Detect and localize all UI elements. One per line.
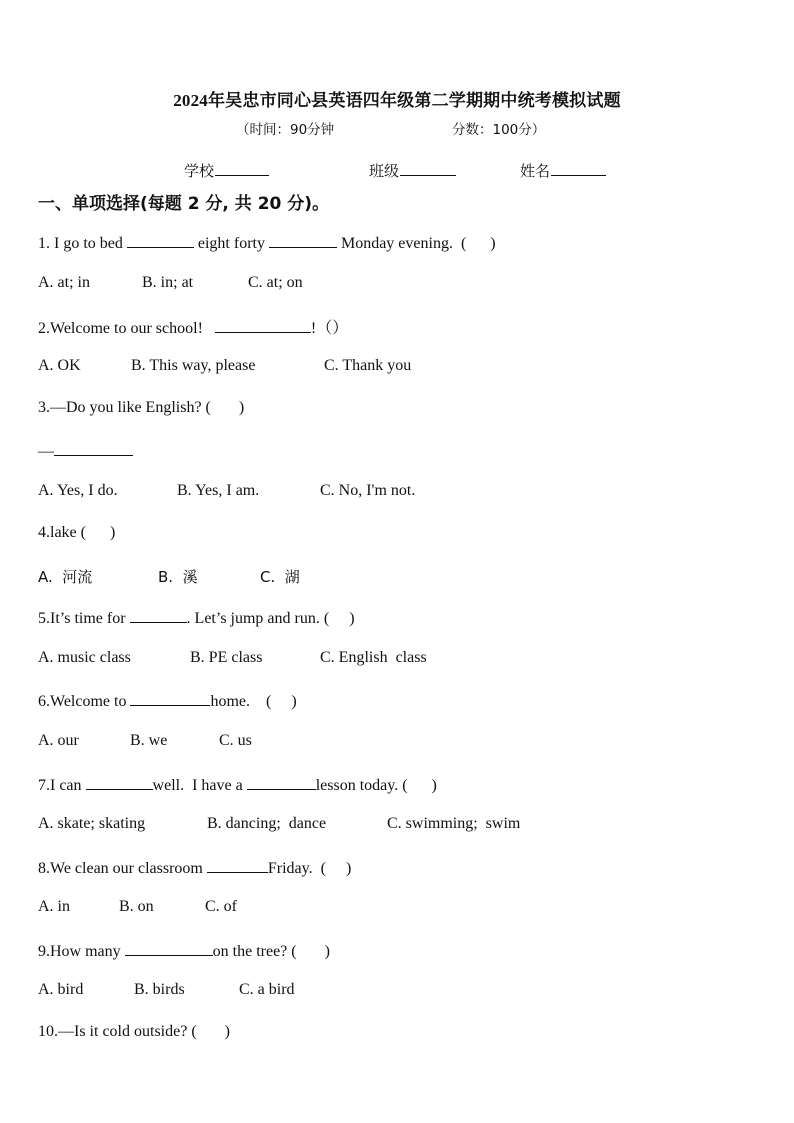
exam-time: （时间：90分钟 bbox=[236, 122, 335, 138]
option-c[interactable]: C. us bbox=[219, 732, 252, 749]
options-4 bbox=[38, 566, 300, 587]
option-a[interactable]: A. OK bbox=[38, 357, 81, 374]
answer-blank[interactable] bbox=[215, 317, 311, 333]
section-heading: 一、单项选择(每题 2 分, 共 20 分)。 bbox=[38, 194, 330, 214]
answer-blank[interactable] bbox=[269, 232, 337, 248]
option-a[interactable]: A. music class bbox=[38, 649, 131, 666]
options-6 bbox=[38, 732, 252, 750]
option-c[interactable]: C. No, I'm not. bbox=[320, 482, 416, 499]
option-c[interactable]: C. English class bbox=[320, 649, 427, 666]
question-text: well. I have a bbox=[152, 777, 247, 794]
option-a[interactable]: A. bird bbox=[38, 981, 84, 998]
question-text: 2.Welcome to our school! bbox=[38, 320, 215, 337]
question-text: 4.lake ( ) bbox=[38, 524, 116, 541]
option-c[interactable]: C. at; on bbox=[248, 274, 303, 291]
option-b[interactable]: B. Yes, I am. bbox=[177, 482, 260, 499]
option-c[interactable]: C. a bird bbox=[239, 981, 295, 998]
school-blank[interactable] bbox=[215, 161, 269, 176]
question-text: Monday evening. ( ) bbox=[336, 235, 496, 252]
options-1 bbox=[38, 274, 303, 292]
option-c[interactable]: C. 湖 bbox=[260, 568, 300, 586]
option-a[interactable]: A. at; in bbox=[38, 274, 90, 291]
answer-blank[interactable] bbox=[125, 940, 213, 956]
question-text: 7.I can bbox=[38, 777, 86, 794]
option-b[interactable]: B. 溪 bbox=[158, 568, 198, 586]
question-text: 8.We clean our classroom bbox=[38, 860, 207, 877]
name-blank[interactable] bbox=[551, 161, 606, 176]
name-field bbox=[520, 160, 606, 181]
answer-blank[interactable] bbox=[86, 774, 153, 790]
options-2 bbox=[38, 357, 411, 375]
question-text: 3.—Do you like English? ( ) bbox=[38, 399, 245, 416]
option-b[interactable]: B. in; at bbox=[142, 274, 194, 291]
option-a[interactable]: A. Yes, I do. bbox=[38, 482, 118, 499]
exam-title: 2024年吴忠市同心县英语四年级第二学期期中统考模拟试题 bbox=[173, 91, 621, 110]
option-c[interactable]: C. of bbox=[205, 898, 237, 915]
question-2 bbox=[38, 315, 348, 338]
question-text: home. ( ) bbox=[210, 693, 297, 710]
options-5 bbox=[38, 649, 427, 667]
options-9 bbox=[38, 981, 295, 999]
answer-blank[interactable] bbox=[127, 232, 194, 248]
option-c[interactable]: C. Thank you bbox=[324, 357, 412, 374]
question-text: 10.—Is it cold outside? ( ) bbox=[38, 1023, 230, 1040]
question-9 bbox=[38, 940, 330, 961]
option-a[interactable]: A. in bbox=[38, 898, 70, 915]
answer-blank[interactable] bbox=[130, 607, 187, 623]
question-text: Friday. ( ) bbox=[267, 860, 352, 877]
question-5 bbox=[38, 607, 355, 628]
question-text: 5.It’s time for bbox=[38, 610, 130, 627]
question-text: on the tree? ( ) bbox=[212, 943, 330, 960]
question-6 bbox=[38, 690, 297, 711]
option-a[interactable]: A. 河流 bbox=[38, 568, 93, 586]
question-text: 1. I go to bed bbox=[38, 235, 127, 252]
option-a[interactable]: A. our bbox=[38, 732, 79, 749]
question-text: 6.Welcome to bbox=[38, 693, 131, 710]
option-b[interactable]: B. This way, please bbox=[131, 357, 256, 374]
option-b[interactable]: B. birds bbox=[134, 981, 185, 998]
name-label: 姓名 bbox=[520, 162, 551, 180]
question-text: eight forty bbox=[193, 235, 269, 252]
options-8 bbox=[38, 898, 237, 916]
class-label: 班级 bbox=[369, 162, 400, 180]
option-b[interactable]: B. dancing; dance bbox=[207, 815, 327, 832]
option-c[interactable]: C. swimming; swim bbox=[387, 815, 521, 832]
question-8 bbox=[38, 857, 351, 878]
answer-line-3 bbox=[38, 440, 133, 461]
school-label: 学校 bbox=[184, 162, 215, 180]
answer-blank[interactable] bbox=[207, 857, 268, 873]
class-field bbox=[369, 160, 456, 181]
option-a[interactable]: A. skate; skating bbox=[38, 815, 146, 832]
exam-score: 分数：100分） bbox=[452, 122, 546, 138]
question-7 bbox=[38, 774, 437, 795]
question-4 bbox=[38, 524, 115, 542]
question-3 bbox=[38, 399, 244, 417]
question-text: !（） bbox=[310, 320, 349, 337]
school-field bbox=[184, 160, 269, 181]
question-1 bbox=[38, 232, 496, 253]
question-text: lesson today. ( ) bbox=[315, 777, 437, 794]
answer-blank[interactable] bbox=[54, 440, 133, 456]
option-b[interactable]: B. on bbox=[119, 898, 154, 915]
option-b[interactable]: B. PE class bbox=[190, 649, 263, 666]
class-blank[interactable] bbox=[400, 161, 456, 176]
dash-prefix: — bbox=[38, 443, 54, 460]
option-b[interactable]: B. we bbox=[130, 732, 168, 749]
options-3 bbox=[38, 482, 415, 500]
question-text: 9.How many bbox=[38, 943, 125, 960]
answer-blank[interactable] bbox=[130, 690, 210, 706]
options-7 bbox=[38, 815, 520, 833]
answer-blank[interactable] bbox=[247, 774, 316, 790]
question-text: . Let’s jump and run. ( ) bbox=[186, 610, 355, 627]
question-10 bbox=[38, 1023, 230, 1041]
